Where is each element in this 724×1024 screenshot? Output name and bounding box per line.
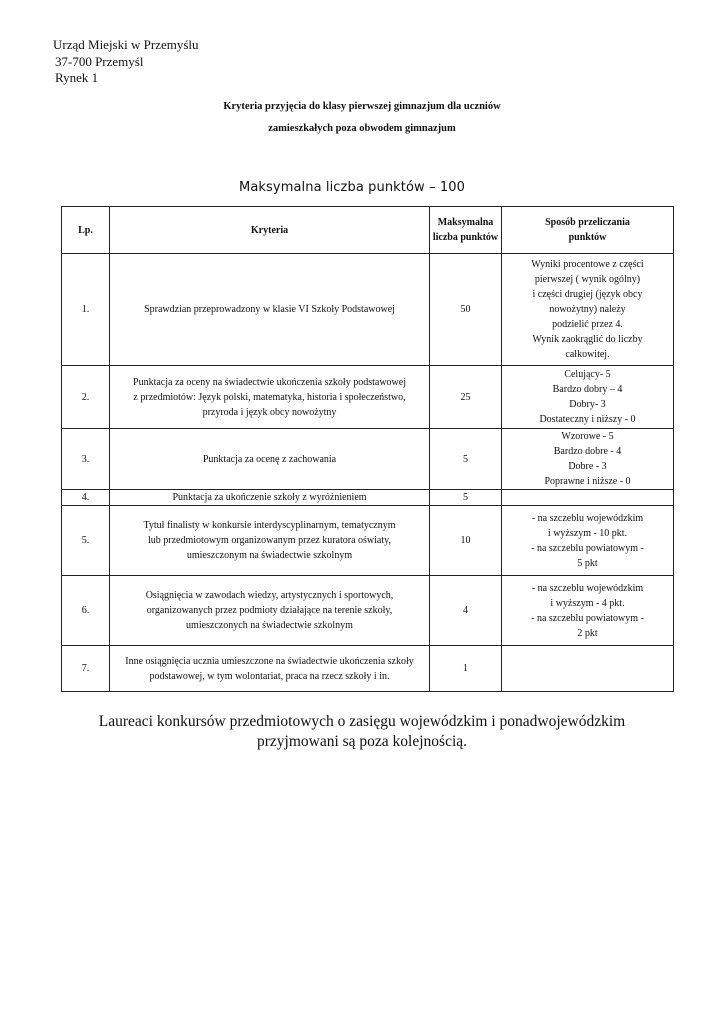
method-line: i wyższym - 10 pkt.: [547, 527, 628, 539]
method-line: Dobre - 3: [568, 461, 607, 472]
header-kryteria: Kryteria: [110, 207, 430, 254]
method-line: całkowitej.: [565, 349, 610, 360]
row-calculation-method: [502, 366, 674, 429]
method-line: - na szczeblu powiatowym -: [531, 612, 644, 624]
row-criterion: [110, 490, 430, 506]
header-max-line: Maksymalna: [437, 217, 494, 228]
address-line: Urząd Miejski w Przemyślu: [53, 37, 199, 52]
address-line: 37-700 Przemyśl: [55, 53, 144, 69]
row-max-points: 4: [430, 576, 502, 646]
row-criterion: [110, 576, 430, 646]
criteria-table: [61, 206, 674, 692]
max-points-heading: Maksymalna liczba punktów – 100: [239, 180, 465, 195]
criterion-line: Tytuł finalisty w konkursie interdyscyplinarnym, tematycznym: [143, 520, 396, 531]
table-row: [62, 254, 674, 366]
method-line: pierwszej ( wynik ogólny): [534, 274, 641, 285]
method-line: i części drugiej (język obcy: [532, 289, 643, 300]
criterion-line: organizowanych przez podmioty działające na terenie szkoły,: [146, 605, 393, 616]
table-row: [62, 490, 674, 506]
row-number: 4.: [62, 490, 110, 506]
method-line: Wynik zaokrąglić do liczby: [532, 334, 643, 345]
document-title-line-2: zamieszkałych poza obwodem gimnazjum: [268, 123, 456, 134]
method-line: Wzorowe - 5: [561, 431, 614, 442]
method-line: Poprawne i niższe - 0: [544, 476, 631, 487]
method-line: Celujący- 5: [564, 369, 611, 380]
criterion-line: umieszczonych na świadectwie szkolnym: [186, 620, 353, 631]
method-line: Wyniki procentowe z części: [531, 259, 644, 270]
table-row: [62, 429, 674, 490]
criterion-line: umieszczonym na świadectwie szkolnym: [186, 550, 353, 561]
method-line: - na szczeblu wojewódzkim: [531, 582, 644, 594]
row-max-points: 1: [430, 646, 502, 692]
office-address: [53, 37, 199, 87]
address-line: Rynek 1: [55, 70, 99, 85]
row-criterion: [110, 646, 430, 692]
header-lp: Lp.: [62, 207, 110, 254]
row-number: 7.: [62, 646, 110, 692]
document-title-line-1: Kryteria przyjęcia do klasy pierwszej gimnazjum dla uczniów: [223, 101, 501, 112]
row-max-points: 50: [430, 254, 502, 366]
table-row: [62, 646, 674, 692]
note-line: Laureaci konkursów przedmiotowych o zasięgu wojewódzkim i ponadwojewódzkim: [98, 713, 626, 730]
method-line: nowożytny) należy: [549, 304, 626, 315]
note-line: przyjmowani są poza kolejnością.: [256, 733, 468, 750]
method-line: i wyższym - 4 pkt.: [550, 597, 625, 609]
method-line: - na szczeblu powiatowym -: [531, 542, 644, 554]
criterion-line: Punktacja za ukończenie szkoły z wyróżnieniem: [172, 492, 367, 503]
row-max-points: 25: [430, 366, 502, 429]
row-calculation-method: [502, 506, 674, 576]
row-max-points: 5: [430, 429, 502, 490]
method-line: 2 pkt: [577, 627, 598, 639]
header-max-line: liczba punktów: [432, 232, 499, 243]
header-method-line: punktów: [568, 232, 607, 243]
criterion-line: Sprawdzian przeprowadzony w klasie VI Szkoły Podstawowej: [144, 304, 395, 315]
table-row: [62, 576, 674, 646]
header-calculation-method: [502, 207, 674, 254]
row-calculation-method: [502, 576, 674, 646]
row-max-points: 10: [430, 506, 502, 576]
method-line: Bardzo dobre - 4: [553, 446, 622, 457]
row-calculation-method: [502, 646, 674, 692]
method-line: Bardzo dobry – 4: [552, 384, 623, 395]
header-max-points: [430, 207, 502, 254]
row-number: 6.: [62, 576, 110, 646]
criterion-line: lub przedmiotowym organizowanym przez kuratora oświaty,: [148, 535, 391, 546]
criterion-line: Punktacja za ocenę z zachowania: [202, 453, 337, 465]
method-line: Dobry- 3: [569, 399, 606, 410]
criterion-line: Punktacja za oceny na świadectwie ukończenia szkoły podstawowej: [133, 376, 406, 388]
header-method-line: Sposób przeliczania: [545, 217, 630, 228]
method-line: Dostateczny i niższy - 0: [539, 414, 636, 425]
criterion-line: Osiągnięcia w zawodach wiedzy, artystycznych i sportowych,: [145, 590, 394, 601]
row-number: 5.: [62, 506, 110, 576]
criterion-line: Inne osiągnięcia ucznia umieszczone na świadectwie ukończenia szkoły: [125, 655, 414, 667]
row-number: 2.: [62, 366, 110, 429]
row-criterion: [110, 429, 430, 490]
method-line: 5 pkt: [577, 557, 598, 569]
method-line: podzielić przez 4.: [552, 319, 623, 330]
row-number: 3.: [62, 429, 110, 490]
row-criterion: [110, 506, 430, 576]
criterion-line: z przedmiotów: Język polski, matematyka, historia i społeczeństwo,: [133, 391, 406, 403]
row-calculation-method: [502, 429, 674, 490]
table-row: [62, 366, 674, 429]
row-max-points: 5: [430, 490, 502, 506]
laureates-note: [0, 712, 724, 752]
method-line: - na szczeblu wojewódzkim: [531, 512, 644, 524]
row-criterion: [110, 254, 430, 366]
row-criterion: [110, 366, 430, 429]
row-number: 1.: [62, 254, 110, 366]
table-row: [62, 506, 674, 576]
table-header-row: [62, 207, 674, 254]
row-calculation-method: [502, 490, 674, 506]
criterion-line: przyroda i język obcy nowożytny: [202, 406, 337, 418]
row-calculation-method: [502, 254, 674, 366]
criterion-line: podstawowej, w tym wolontariat, praca na rzecz szkoły i in.: [149, 670, 390, 682]
